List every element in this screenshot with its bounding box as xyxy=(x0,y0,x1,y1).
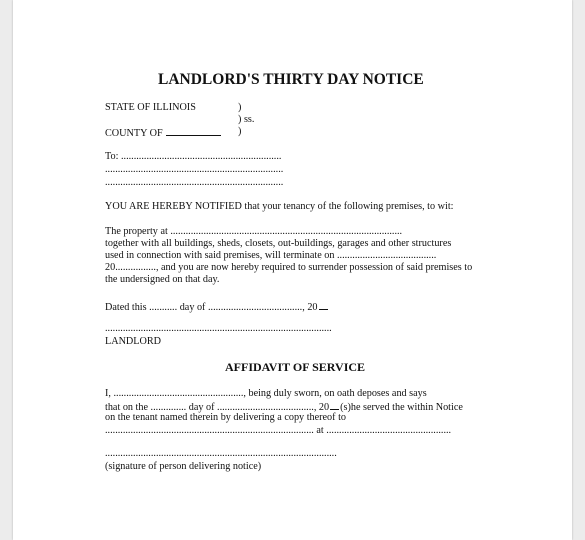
dated-line xyxy=(105,300,329,314)
document-title: LANDLORD'S THIRTY DAY NOTICE xyxy=(158,71,424,88)
signature-line: ........................................................................................... xyxy=(105,448,337,459)
year-blank xyxy=(319,300,328,310)
affidavit-title: AFFIDAVIT OF SERVICE xyxy=(225,360,366,374)
county-label: COUNTY OF xyxy=(105,128,163,139)
affidavit-line-1: I, ..................................................., being duly sworn, on oath deposes and says xyxy=(105,388,427,399)
paren-3: ) xyxy=(238,126,242,137)
paren-ss: ) ss. xyxy=(238,114,255,125)
landlord-label: LANDLORD xyxy=(105,336,162,347)
affidavit-line-2-post: (s)he served the within Notice xyxy=(340,402,463,413)
landlord-signature-line: ......................................................................................... xyxy=(105,323,332,334)
affidavit-line-4 xyxy=(105,425,451,437)
to-line-2: ...................................................................... xyxy=(105,164,284,175)
affidavit-line-4-post: ................................................. xyxy=(326,425,452,436)
affidavit-line-2-pre: that on the .............. day of ......................................, 20 xyxy=(105,402,330,413)
paren-1: ) xyxy=(238,102,242,113)
property-line-2: together with all buildings, sheds, closets, out-buildings, garages and other structures xyxy=(105,238,452,249)
county-line xyxy=(105,126,221,140)
property-line-3: used in connection with said premises, will terminate on ....................................... xyxy=(105,250,437,261)
dated-text: Dated this ........... day of ....................................., 20 xyxy=(105,302,318,313)
property-line-4: 20................, and you are now hereby required to surrender possession of said premises to xyxy=(105,262,473,273)
to-line-3: ...................................................................... xyxy=(105,177,284,188)
signature-label: (signature of person delivering notice) xyxy=(105,461,262,472)
affidavit-year-blank xyxy=(330,400,339,410)
state-label: STATE OF ILLINOIS xyxy=(105,102,196,113)
affidavit-line-3: on the tenant named therein by delivering a copy thereof to xyxy=(105,412,347,423)
document-page xyxy=(13,0,572,540)
notified-text: YOU ARE HEREBY NOTIFIED that your tenancy of the following premises, to wit: xyxy=(105,201,454,212)
county-blank xyxy=(166,126,221,136)
property-line-5: the undersigned on that day. xyxy=(105,274,220,285)
to-line-1: To: ............................................................... xyxy=(105,151,282,162)
affidavit-line-4-pre: .................................................................................. at xyxy=(105,425,324,436)
property-line-1: The property at ........................................................................................... xyxy=(105,226,403,237)
